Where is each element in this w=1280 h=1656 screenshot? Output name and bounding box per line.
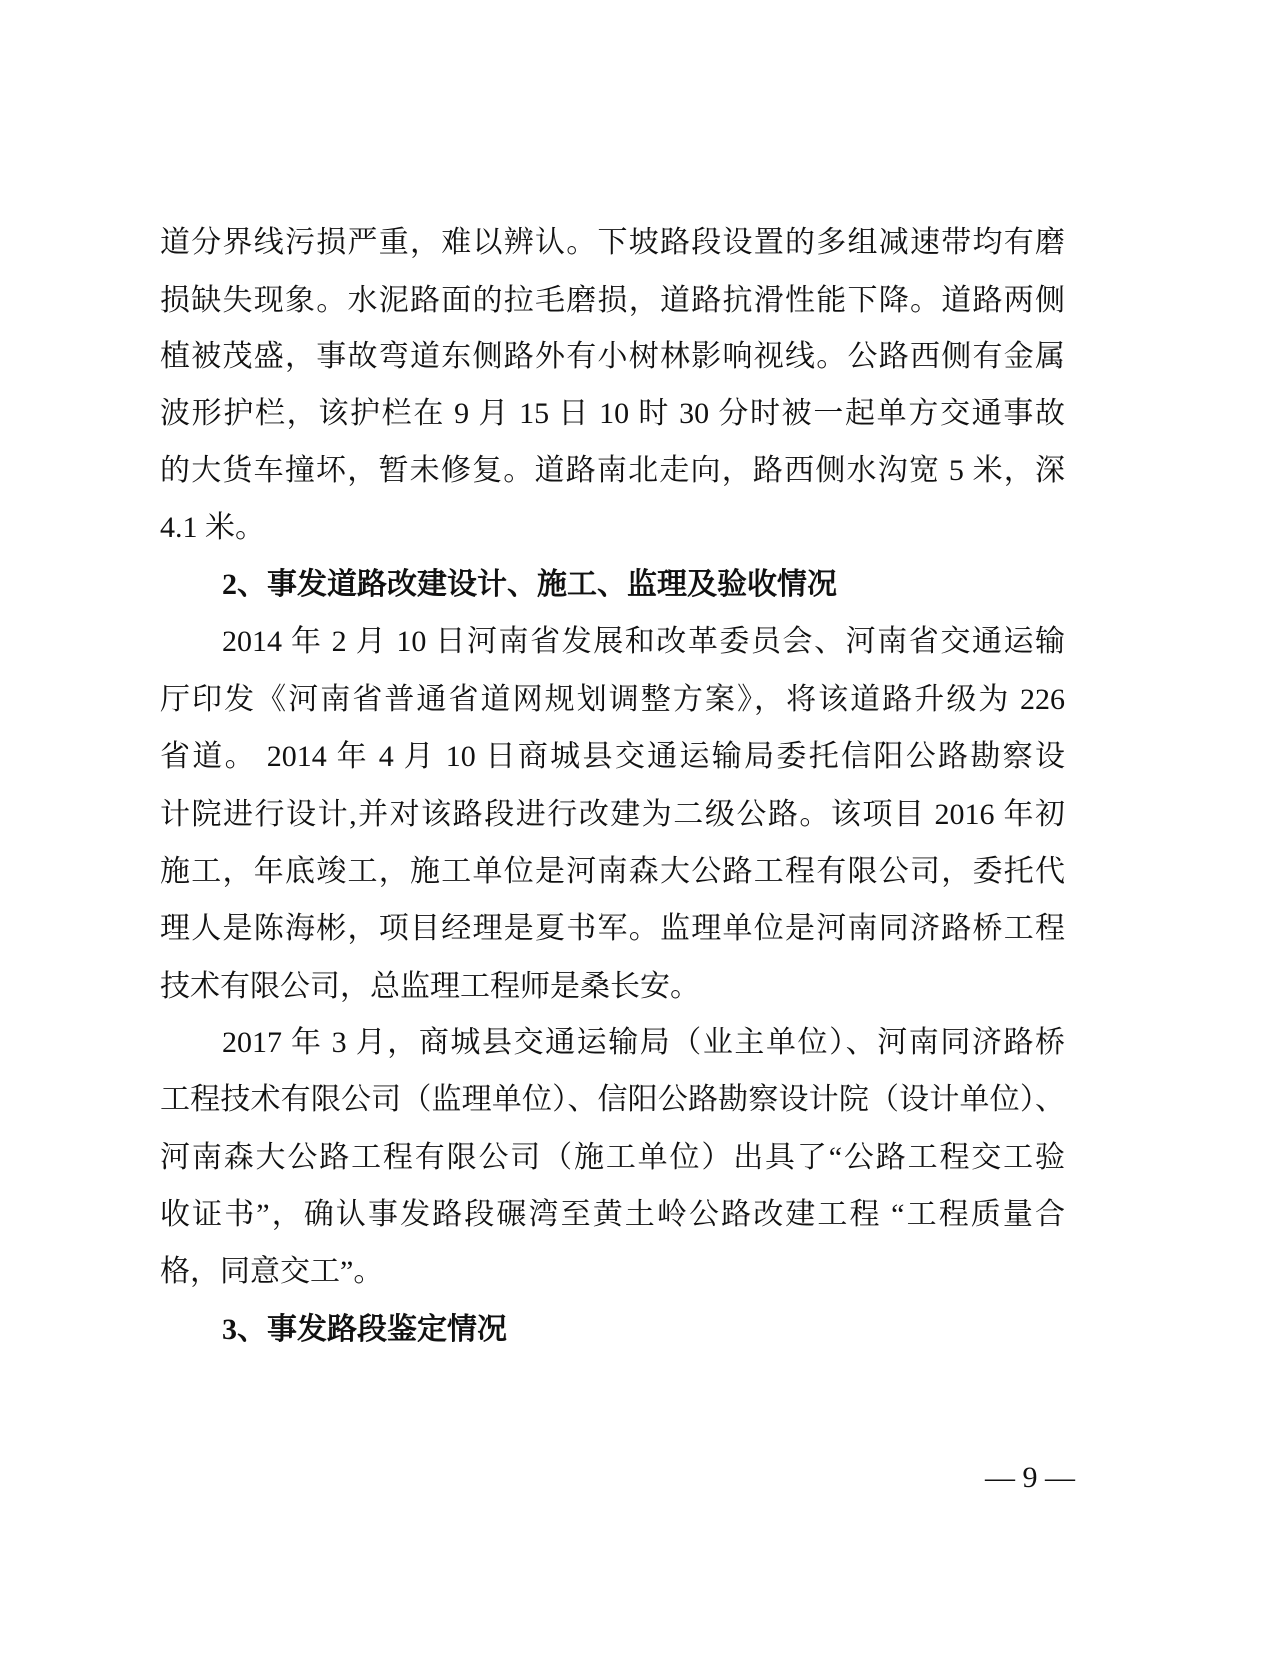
text-line: 波形护栏，该护栏在 9 月 15 日 10 时 30 分时被一起单方交通事故	[160, 397, 1065, 430]
text-line: 厅印发《河南省普通省道网规划调整方案》，将该道路升级为 226	[160, 683, 1065, 716]
text-line: 2014 年 2 月 10 日河南省发展和改革委员会、河南省交通运输	[222, 625, 1065, 658]
text-line: 计院进行设计,并对该路段进行改建为二级公路。该项目 2016 年初	[160, 798, 1065, 831]
text-line: 2017 年 3 月，商城县交通运输局（业主单位）、河南同济路桥	[222, 1026, 1065, 1059]
text-line: 格，同意交工”。	[160, 1255, 384, 1288]
text-line: 技术有限公司，总监理工程师是桑长安。	[160, 970, 700, 1003]
text-line: 河南森大公路工程有限公司（施工单位）出具了“公路工程交工验	[160, 1141, 1065, 1174]
text-line: 道分界线污损严重，难以辨认。下坡路段设置的多组减速带均有磨	[160, 226, 1065, 259]
text-line: 4.1 米。	[160, 511, 265, 544]
text-line: 损缺失现象。水泥路面的拉毛磨损，道路抗滑性能下降。道路两侧	[160, 284, 1065, 317]
section-heading-3: 3、事发路段鉴定情况	[222, 1313, 507, 1346]
text-line: 的大货车撞坏，暂未修复。道路南北走向，路西侧水沟宽 5 米，深	[160, 454, 1065, 487]
text-line: 理人是陈海彬，项目经理是夏书军。监理单位是河南同济路桥工程	[160, 912, 1065, 945]
text-line: 植被茂盛，事故弯道东侧路外有小树林影响视线。公路西侧有金属	[160, 340, 1065, 373]
text-line: 工程技术有限公司（监理单位）、信阳公路勘察设计院（设计单位）、	[160, 1083, 1065, 1116]
section-heading-2: 2、事发道路改建设计、施工、监理及验收情况	[222, 568, 837, 601]
text-line: 收证书”，确认事发路段碾湾至黄土岭公路改建工程 “工程质量合	[160, 1198, 1065, 1231]
text-line: 施工，年底竣工，施工单位是河南森大公路工程有限公司，委托代	[160, 855, 1065, 888]
page-number: — 9 —	[985, 1461, 1075, 1494]
text-line: 省道。 2014 年 4 月 10 日商城县交通运输局委托信阳公路勘察设	[160, 740, 1065, 773]
